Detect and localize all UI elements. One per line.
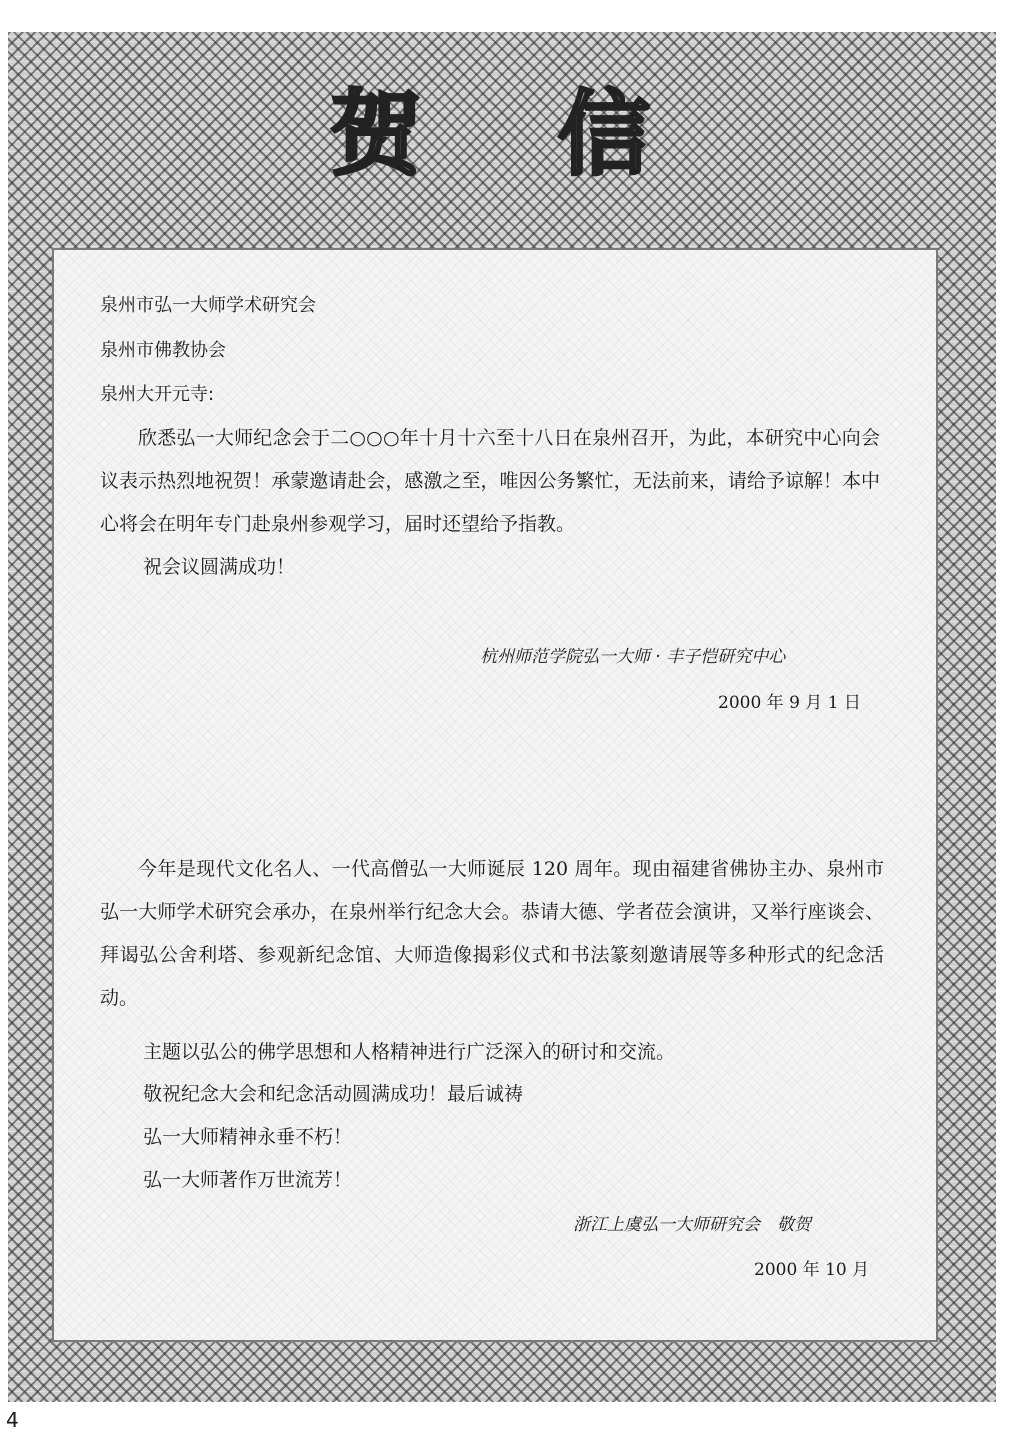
- letter2-date: 2000 年 10 月: [754, 1260, 870, 1280]
- letter2-body: 今年是现代文化名人、一代高僧弘一大师诞辰 120 周年。现由福建省佛协主办、泉州市弘一大师学术研究会承办，在泉州举行纪念大会。恭请大德、学者莅会演讲，又举行座谈会、拜谒弘公舍利塔、参观新纪念馆、大师造像揭彩仪式和书法篆刻邀请展等多种形式的纪念活动。: [100, 858, 884, 1009]
- recipient-line: 泉州大开元寺:: [100, 384, 215, 405]
- letter2-signature: 浙江上虞弘一大师研究会 敬贺: [573, 1215, 811, 1235]
- letter2-theme: 主题以弘公的佛学思想和人格精神进行广泛深入的研讨和交流。: [143, 1041, 676, 1063]
- letter2-wish: 敬祝纪念大会和纪念活动圆满成功！最后诚祷: [143, 1083, 524, 1105]
- letter2-motto: 弘一大师精神永垂不朽！: [143, 1126, 353, 1148]
- letter1-wish: 祝会议圆满成功！: [143, 556, 296, 578]
- recipient-line: 泉州市弘一大师学术研究会: [100, 295, 316, 316]
- title-char-1: 贺: [330, 81, 423, 188]
- page-title: [330, 80, 650, 190]
- title-char-2: 信: [557, 81, 650, 188]
- recipient-line: 泉州市佛教协会: [100, 340, 226, 361]
- letter1-signature: 杭州师范学院弘一大师 · 丰子恺研究中心: [480, 647, 786, 667]
- page-number: 4: [6, 1408, 19, 1432]
- letter1-date: 2000 年 9 月 1 日: [718, 693, 861, 713]
- letter2-motto: 弘一大师著作万世流芳！: [143, 1169, 353, 1191]
- letter1-body: 欣悉弘一大师纪念会于二○○○年十月十六至十八日在泉州召开，为此，本研究中心向会议表示热烈地祝贺！承蒙邀请赴会，感激之至，唯因公务繁忙，无法前来，请给予谅解！本中心将会在明年专门赴泉州参观学习，届时还望给予指教。: [100, 427, 880, 535]
